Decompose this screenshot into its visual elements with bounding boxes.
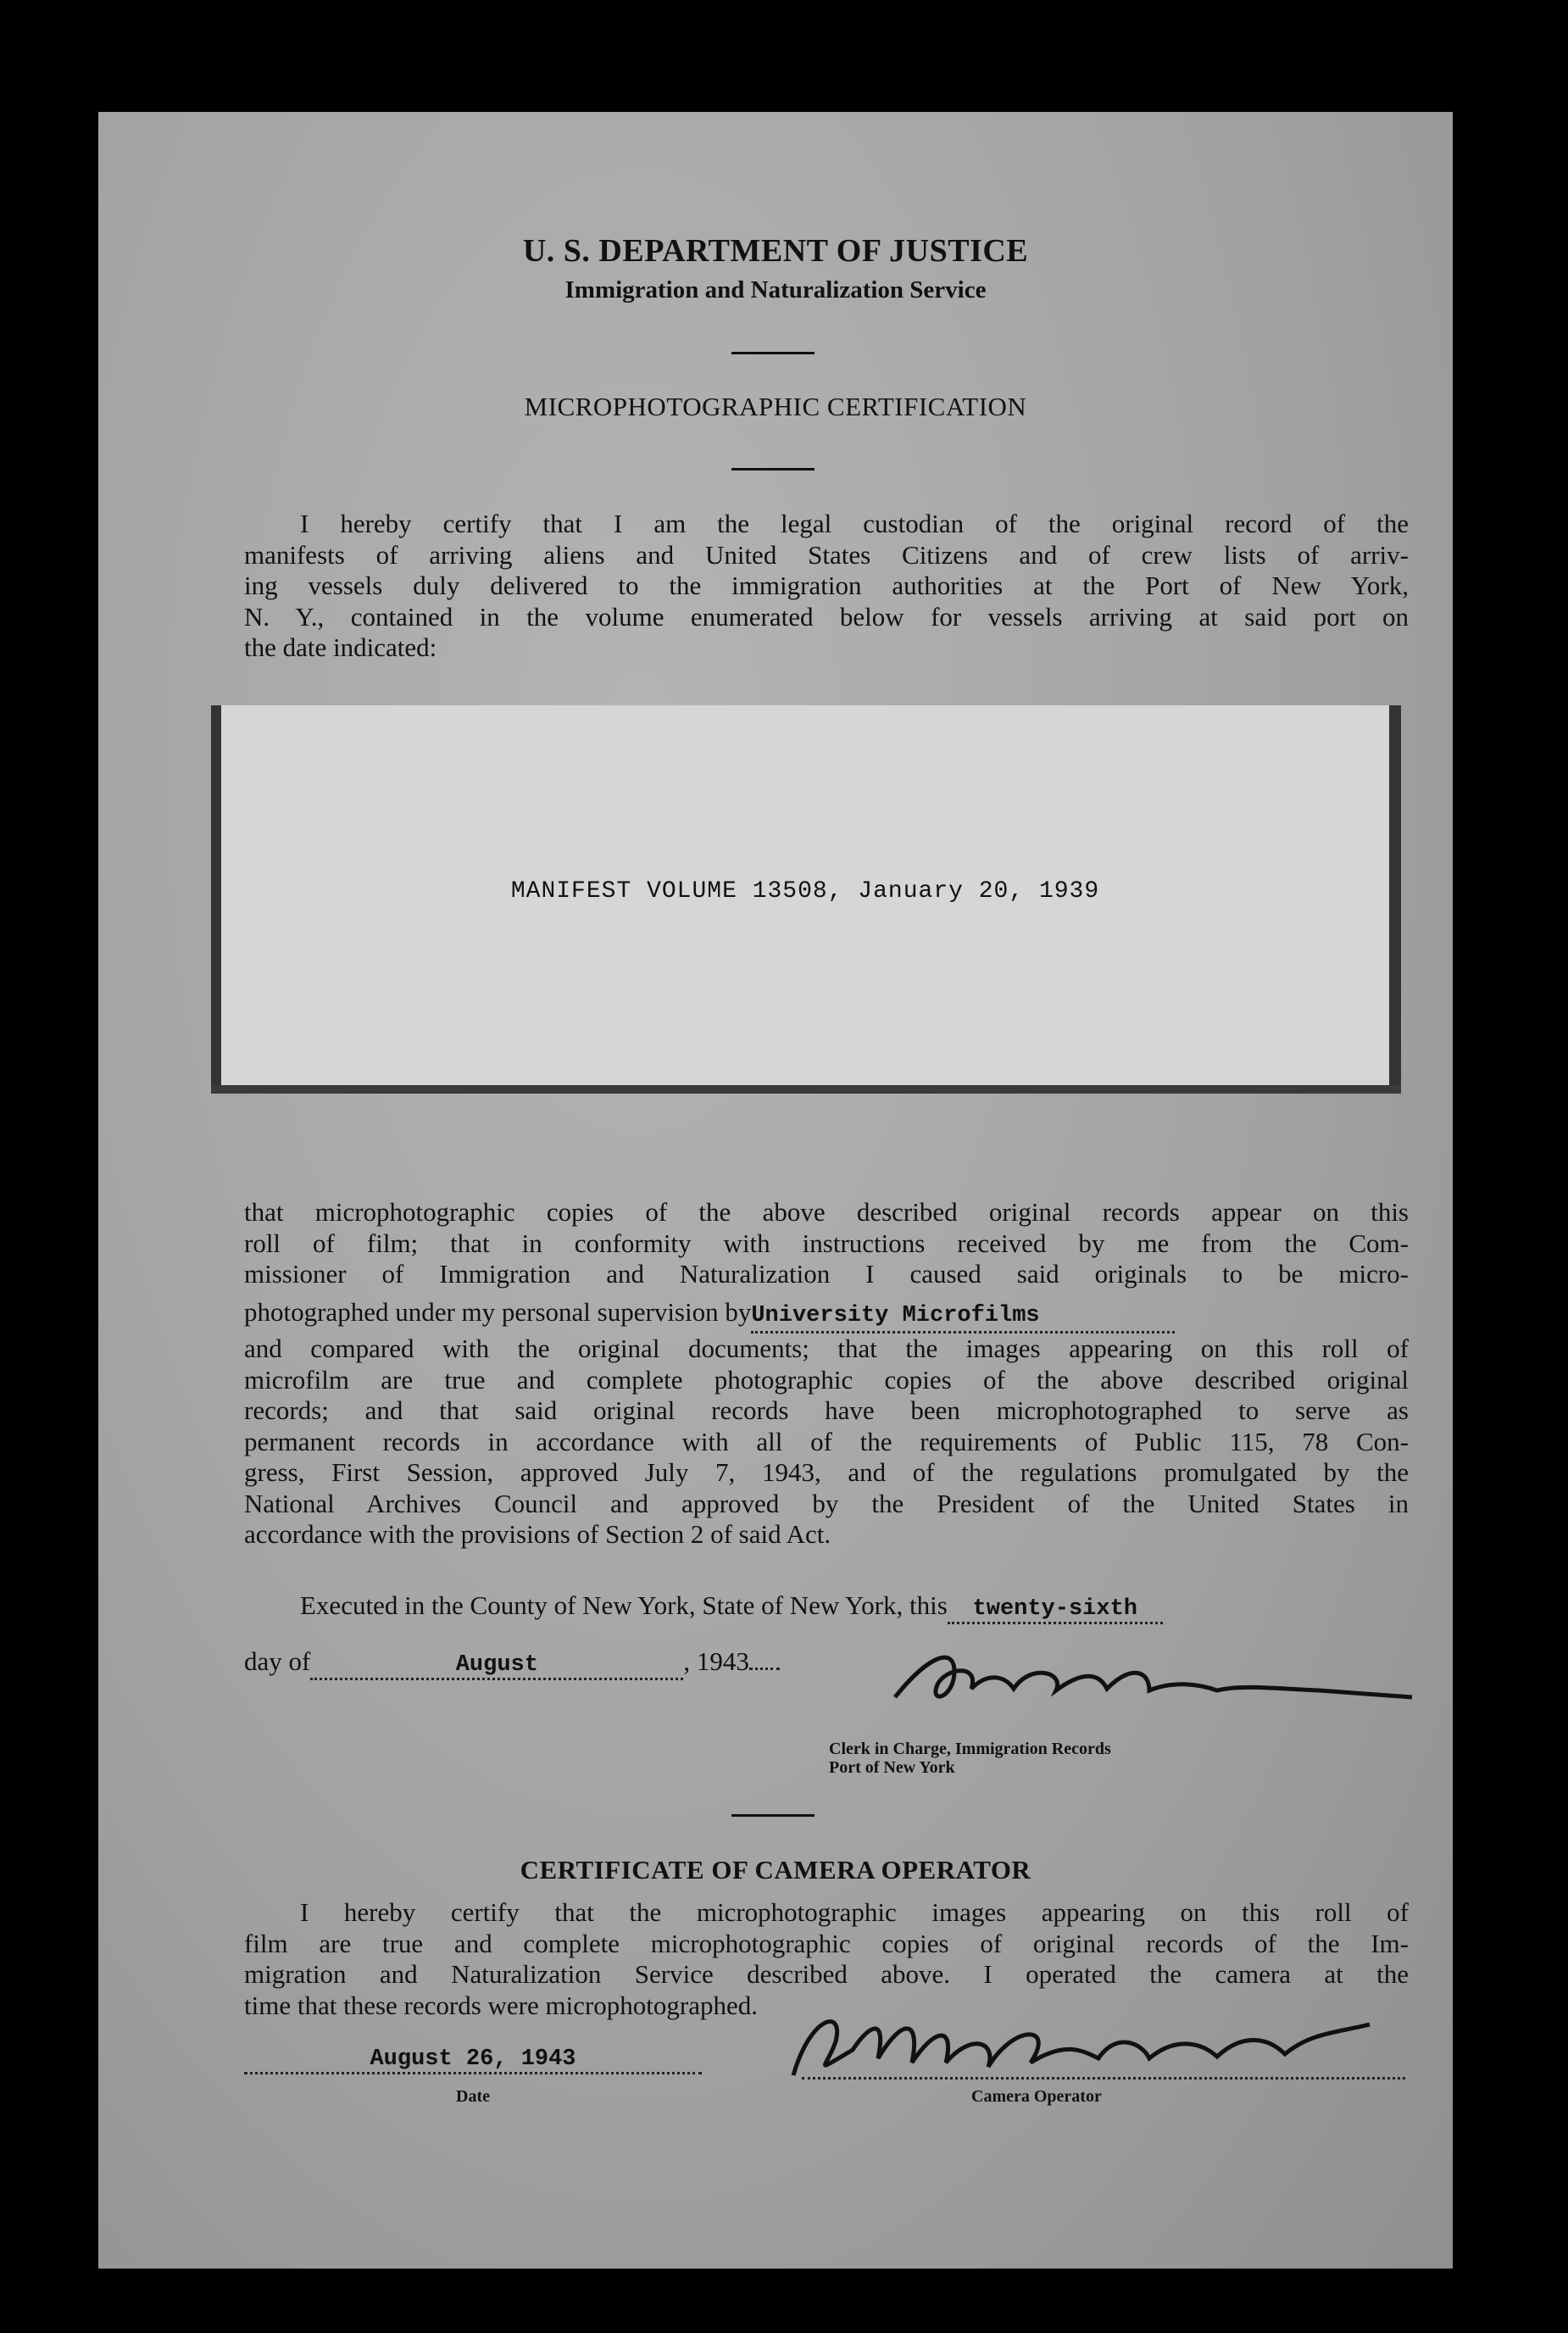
date-value: August 26, 1943 [370, 2046, 576, 2072]
clerk-signature [878, 1638, 1421, 1731]
certification-title: MICROPHOTOGRAPHIC CERTIFICATION [524, 392, 1027, 421]
supervision-field [751, 1297, 1175, 1334]
manifest-volume-text: MANIFEST VOLUME 13508, January 20, 1939 [510, 878, 1100, 905]
department-heading: U. S. DEPARTMENT OF JUSTICE [522, 233, 1029, 269]
intro-line: manifests of arriving aliens and United States Citizens and of crew lists of arriv- [244, 539, 1409, 570]
month-field [310, 1646, 683, 1680]
body-line: roll of film; that in conformity with instructions received by me from the Com- [244, 1228, 1409, 1258]
clerk-location: Port of New York [829, 1758, 955, 1777]
clerk-title: Clerk in Charge, Immigration Records [829, 1740, 1111, 1758]
month-value: August [455, 1652, 538, 1678]
supervision-line [244, 1297, 1409, 1334]
body-line: records; and that said original records have been microphotographed to serve as [244, 1395, 1409, 1425]
divider-2 [731, 468, 815, 470]
executed-day-value: twenty-sixth [972, 1596, 1137, 1622]
camera-operator-signature [776, 1999, 1387, 2092]
divider-1 [731, 352, 815, 354]
body-line: accordance with the provisions of Section 2 of said Act. [244, 1519, 831, 1549]
intro-line: I hereby certify that I am the legal custodian of the original record of the [300, 509, 1409, 538]
date-label: Date [456, 2087, 490, 2106]
camera-line: migration and Naturalization Service described above. I operated the camera at the [244, 1959, 1409, 1989]
supervision-prefix: photographed under my personal supervision by [244, 1296, 752, 1327]
date-field [244, 2046, 702, 2074]
camera-line: time that these records were microphotographed. [244, 1990, 758, 2020]
manifest-insert [211, 705, 1401, 1085]
intro-line: ing vessels duly delivered to the immigration authorities at the Port of New York, [244, 571, 1409, 600]
body-line: permanent records in accordance with all of the requirements of Public 115, 78 Con- [244, 1426, 1409, 1456]
body-line: National Archives Council and approved by the President of the United States in [244, 1488, 1409, 1518]
executed-line [300, 1590, 1163, 1624]
service-subheading: Immigration and Naturalization Service [564, 276, 987, 303]
body-line: and compared with the original documents; that the images appearing on this roll of [244, 1334, 1409, 1363]
camera-line: film are true and complete microphotographic copies of original records of the Im- [244, 1928, 1409, 1958]
intro-paragraph [244, 509, 1409, 664]
operator-label: Camera Operator [971, 2087, 1102, 2106]
certificate-page [98, 112, 1453, 2269]
day-of-label: day of [244, 1646, 311, 1676]
body-line: missioner of Immigration and Naturalization I caused said originals to be micro- [244, 1259, 1409, 1289]
intro-line: the date indicated: [244, 632, 437, 662]
year-text: , 1943 [683, 1646, 749, 1676]
executed-day-field [948, 1590, 1163, 1624]
camera-line: I hereby certify that the microphotographic images appearing on this roll of [300, 1897, 1409, 1927]
intro-line: N. Y., contained in the volume enumerated below for vessels arriving at said port on [244, 601, 1409, 632]
year-dots [749, 1668, 780, 1670]
body-line: microfilm are true and complete photographic copies of the above described original [244, 1364, 1409, 1395]
supervision-value: University Microfilms [751, 1302, 1040, 1328]
day-of-line [244, 1646, 780, 1680]
body-paragraph [244, 1197, 1409, 1551]
body-line: that microphotographic copies of the above described original records appear on this [244, 1197, 1409, 1227]
body-line: gress, First Session, approved July 7, 1943, and of the regulations promulgated by the [244, 1457, 1409, 1487]
executed-prefix: Executed in the County of New York, State of New York, this [300, 1590, 948, 1620]
camera-title: CERTIFICATE OF CAMERA OPERATOR [520, 1855, 1031, 1885]
divider-3 [731, 1814, 815, 1817]
